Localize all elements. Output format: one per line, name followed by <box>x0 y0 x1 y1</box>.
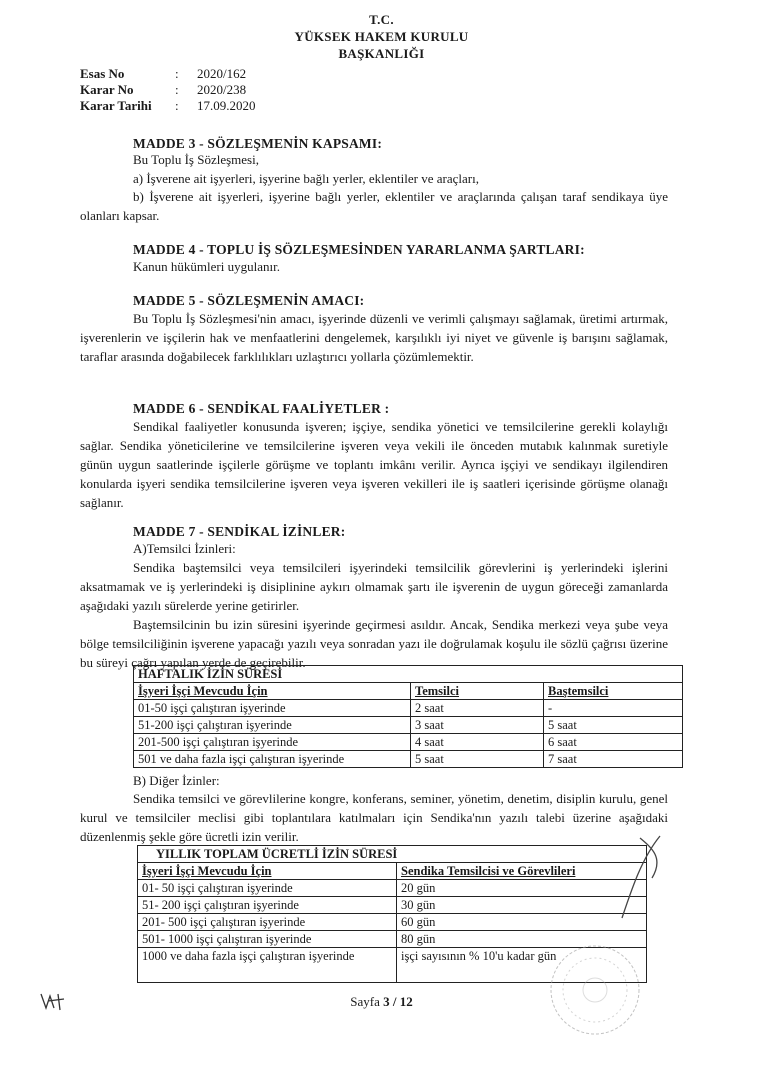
page-footer <box>0 994 763 1010</box>
madde7-para-3: Sendika temsilci ve görevlilerine kongre, konferans, seminer, yönetim, denetim, disiplin kurulu, genel kurul ve temsilciler meclisi gibi toplantılara katılmaları için Sendika'nın yazılı talebi üzerine aşağıdaki düzenlenmiş şekle göre ücretli izin verilir. <box>80 791 668 844</box>
official-stamp <box>520 930 670 1040</box>
table-cell: 51- 200 işçi çalıştıran işyerinde <box>138 897 397 914</box>
table-caption-row <box>134 666 683 683</box>
meta-karar-no: Karar No : 2020/238 <box>80 82 247 97</box>
madde6-heading: MADDE 6 - SENDİKAL FAALİYETLER : <box>133 401 390 416</box>
footer-page-number: 3 / 12 <box>383 994 413 1009</box>
table-cell: 7 saat <box>544 751 683 768</box>
table-cell: 5 saat <box>544 717 683 734</box>
table-cell: 201-500 işçi çalıştıran işyerinde <box>134 734 411 751</box>
table-header-row <box>134 683 683 700</box>
table-row <box>138 897 647 914</box>
madde3-intro: Bu Toplu İş Sözleşmesi, <box>133 152 259 167</box>
annual-table-caption: YILLIK TOPLAM ÜCRETLİ İZİN SÜRESİ <box>138 846 647 863</box>
header-office: BAŞKANLIĞI <box>338 46 425 61</box>
table-cell: 01-50 işçi çalıştıran işyerinde <box>134 700 411 717</box>
table-caption-row <box>138 846 647 863</box>
weekly-leave-table <box>133 665 683 768</box>
meta-karar-tarihi: Karar Tarihi : 17.09.2020 <box>80 98 256 113</box>
madde3-item-a: a) İşverene ait işyerleri, işyerine bağlı yerler, eklentiler ve araçları, <box>133 171 479 186</box>
table-cell: 5 saat <box>411 751 544 768</box>
weekly-col-workforce: İşyeri İşçi Mevcudu İçin <box>134 683 411 700</box>
table-cell: 3 saat <box>411 717 544 734</box>
table-row <box>138 914 647 931</box>
madde3-heading: MADDE 3 - SÖZLEŞMENİN KAPSAMI: <box>133 136 383 151</box>
table-row <box>134 700 683 717</box>
table-cell: 201- 500 işçi çalıştıran işyerinde <box>138 914 397 931</box>
weekly-col-representative: Temsilci <box>411 683 544 700</box>
madde7-para-2: Baştemsilcinin bu izin süresini işyerinde geçirmesi asıldır. Ancak, Sendika merkezi veya şube veya bölge temsilciliğinin işverene yapacağı yazılı veya sonradan yazı ile doğrulamak koşulu ile sözlü çağrısı üzerine bu süreyi çağrı yapılan yerde de geçirebilir. <box>80 617 668 670</box>
table-cell: 501 ve daha fazla işçi çalıştıran işyerinde <box>134 751 411 768</box>
case-meta <box>80 66 256 114</box>
madde3-item-b: b) İşverene ait işyerleri, işyerine bağlı yerler, eklentiler ve araçlarında çalışan taraf sendikaya üye olanları kapsar. <box>80 189 668 223</box>
madde5-heading: MADDE 5 - SÖZLEŞMENİN AMACI: <box>133 293 365 308</box>
header-tc: T.C. <box>369 12 394 27</box>
table-cell: 01- 50 işçi çalıştıran işyerinde <box>138 880 397 897</box>
table-cell: 2 saat <box>411 700 544 717</box>
table-cell: 6 saat <box>544 734 683 751</box>
table-cell: 80 gün <box>397 931 647 948</box>
table-cell: 60 gün <box>397 914 647 931</box>
table-row <box>134 717 683 734</box>
annual-col-officials: Sendika Temsilcisi ve Görevlileri <box>397 863 647 880</box>
signature-mark <box>612 828 672 928</box>
table-row <box>138 880 647 897</box>
madde4-heading: MADDE 4 - TOPLU İŞ SÖZLEŞMESİNDEN YARARLANMA ŞARTLARI: <box>133 242 585 257</box>
madde6-text: Sendikal faaliyetler konusunda işveren; işçiye, sendika yönetici ve temsilcilerine gerekli kolaylığı sağlar. Sendika yöneticilerine ve temsilcilerine işveren veya vekili ile önceden mutabık kalınmak suretiyle günün uygun saatlerinde işçilerle görüşme ve toplantı imkânı verilir. Ayrıca işçiyi ve sendikayı ilgilendiren konularda işyeri sendika temsilcilerine işveren veya işveren vekilleri ile iş saatleri içerisinde görüşme olanağı sağlanır. <box>80 419 668 510</box>
weekly-col-chief-representative: Baştemsilci <box>544 683 683 700</box>
table-cell: 1000 ve daha fazla işçi çalıştıran işyerinde <box>138 948 397 983</box>
madde7-sub-a: A)Temsilci İzinleri: <box>133 541 236 556</box>
table-cell: 4 saat <box>411 734 544 751</box>
table-cell: 51-200 işçi çalıştıran işyerinde <box>134 717 411 734</box>
table-cell: 30 gün <box>397 897 647 914</box>
table-cell: işçi sayısının % 10'u kadar gün <box>397 948 647 983</box>
madde4-text: Kanun hükümleri uygulanır. <box>133 259 280 274</box>
table-cell: 20 gün <box>397 880 647 897</box>
table-row <box>134 734 683 751</box>
madde7-sub-b: B) Diğer İzinler: <box>133 773 220 788</box>
table-row <box>134 751 683 768</box>
header-institution: YÜKSEK HAKEM KURULU <box>294 29 469 44</box>
footer-label: Sayfa <box>350 994 380 1009</box>
annual-col-workforce: İşyeri İşçi Mevcudu İçin <box>138 863 397 880</box>
madde7-heading: MADDE 7 - SENDİKAL İZİNLER: <box>133 524 346 539</box>
madde5-text: Bu Toplu İş Sözleşmesi'nin amacı, işyerinde düzenli ve verimli çalışmayı sağlamak, üretimi artırmak, işverenlerin ve işçilerin hak ve menfaatlerini dengelemek, karşılıklı iyi niyet ve güvenle iş barışını sağlamak, taraflar arasında doğabilecek farklılıkları uzlaştırıcı yollarla çözümlemektir. <box>80 311 668 364</box>
weekly-table-caption: HAFTALIK İZİN SÜRESİ <box>134 666 683 683</box>
table-header-row <box>138 863 647 880</box>
table-cell: - <box>544 700 683 717</box>
table-cell: 501- 1000 işçi çalıştıran işyerinde <box>138 931 397 948</box>
madde7-para-1: Sendika baştemsilci veya temsilcileri işyerindeki temsilcilik görevlerini iş yerlerindeki işlerini aksatmamak ve iş yerlerindeki iş disiplinine aykırı olmamak şartı ile işverenin de uygun göreceği zamanlarda aşağıdaki yazılı sürelerde yerine getirirler. <box>80 560 668 613</box>
meta-esas-no: Esas No : 2020/162 <box>80 66 247 81</box>
